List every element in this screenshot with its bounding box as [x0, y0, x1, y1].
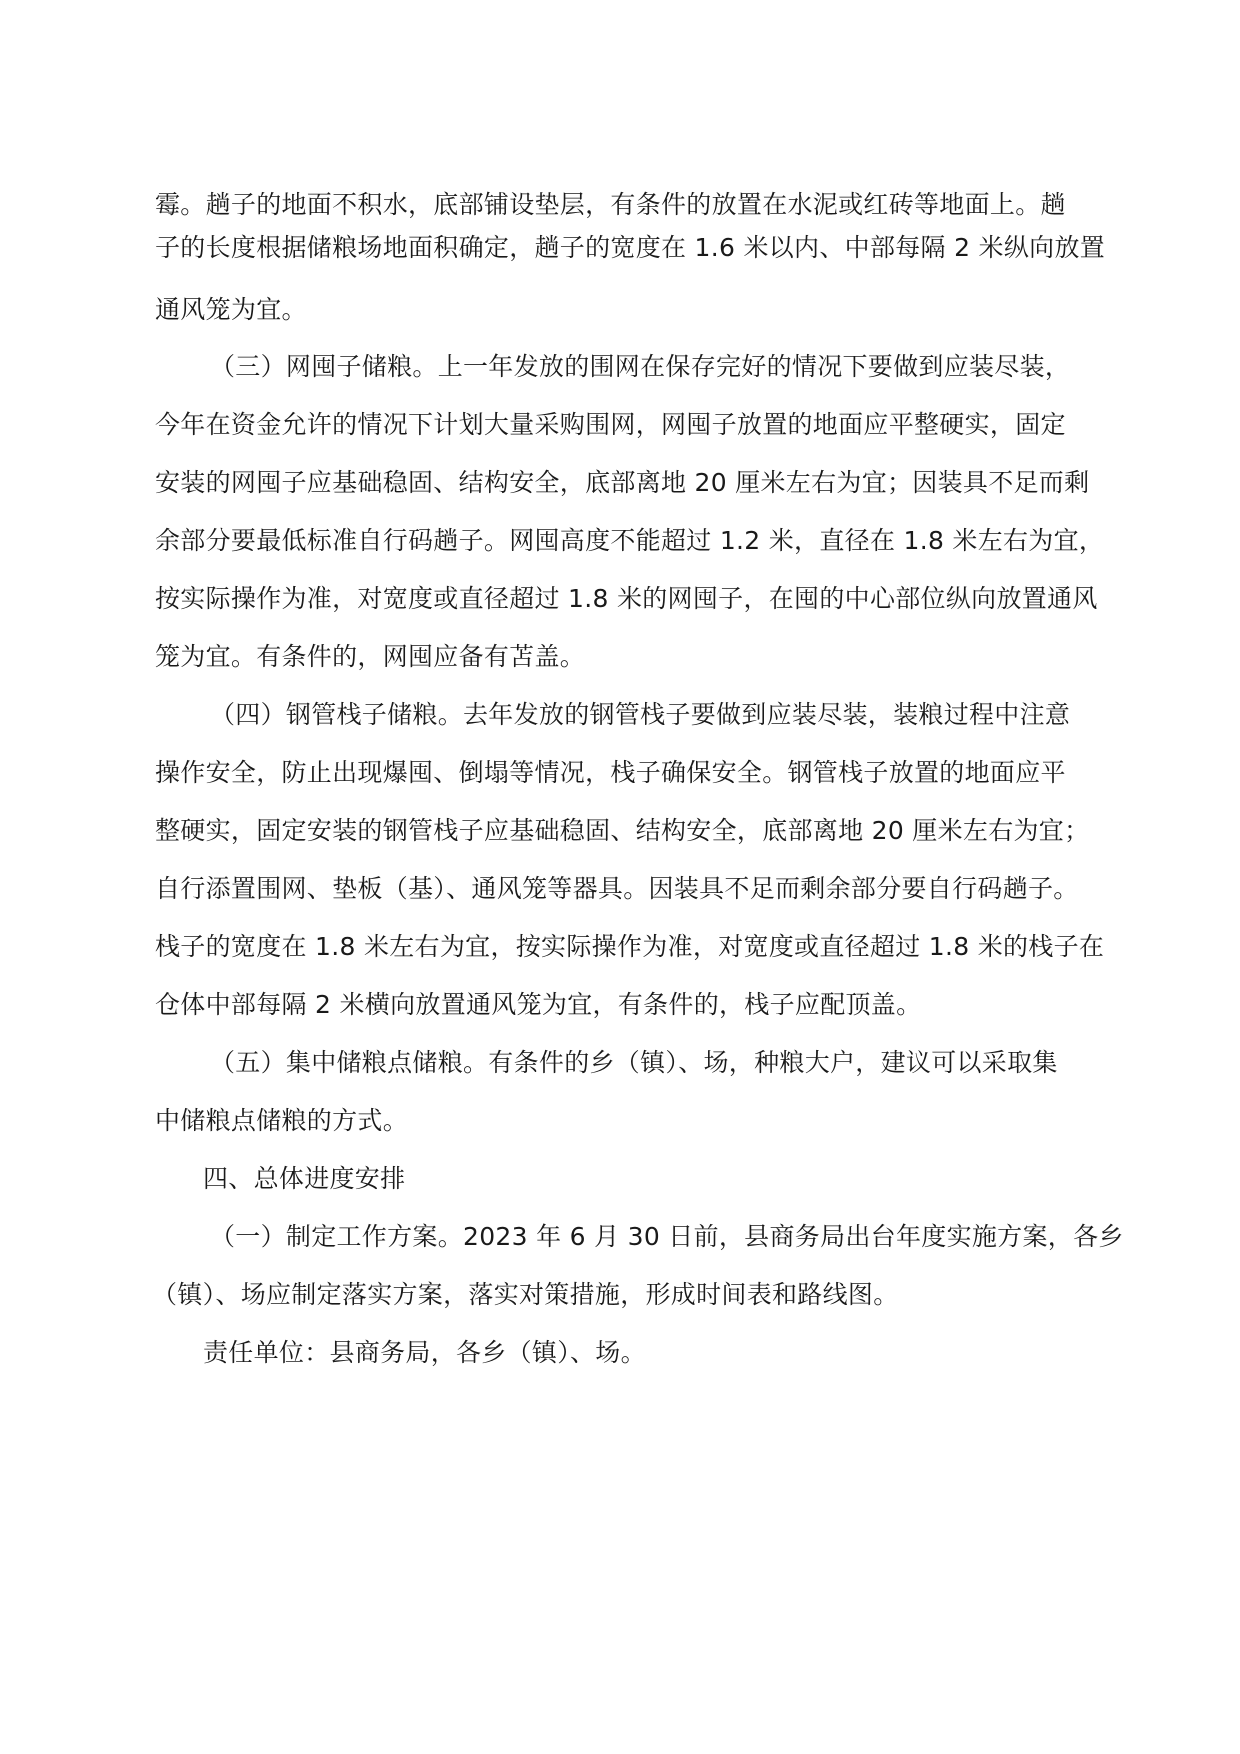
text-line: 安装的网囤子应基础稳固、结构安全，底部离地 20 厘米左右为宜；因装具不足而剩: [155, 468, 1090, 497]
text-line: 栈子的宽度在 1.8 米左右为宜，按实际操作为准，对宽度或直径超过 1.8 米的栈子在: [155, 932, 1105, 961]
section-four-heading-line: （四）钢管栈子储粮。去年发放的钢管栈子要做到应装尽装，装粮过程中注意: [210, 700, 1071, 729]
text-line: 中储粮点储粮的方式。: [155, 1106, 409, 1135]
text-line: 整硬实，固定安装的钢管栈子应基础稳固、结构安全，底部离地 20 厘米左右为宜；: [155, 816, 1090, 845]
text-line: 子的长度根据储粮场地面积确定，趟子的宽度在 1.6 米以内、中部每隔 2 米纵向放置: [155, 233, 1106, 262]
text-line: 今年在资金允许的情况下计划大量采购围网，网囤子放置的地面应平整硬实，固定: [155, 410, 1066, 439]
text-line: 按实际操作为准，对宽度或直径超过 1.8 米的网囤子，在囤的中心部位纵向放置通风: [155, 584, 1098, 613]
text-line: （镇）、场应制定落实方案，落实对策措施，形成时间表和路线图。: [152, 1280, 899, 1309]
chapter-four-heading: 四、总体进度安排: [203, 1164, 406, 1193]
text-line: 余部分要最低标准自行码趟子。网囤高度不能超过 1.2 米，直径在 1.8 米左右为宜，: [155, 526, 1105, 555]
text-line: 通风笼为宜。: [155, 295, 307, 324]
text-line: 仓体中部每隔 2 米横向放置通风笼为宜，有条件的，栈子应配顶盖。: [155, 990, 922, 1019]
subsection-one-heading-line: （一）制定工作方案。2023 年 6 月 30 日前，县商务局出台年度实施方案，各乡: [210, 1222, 1124, 1251]
text-line: 笼为宜。有条件的，网囤应备有苫盖。: [155, 642, 586, 671]
text-line: 自行添置围网、垫板（基）、通风笼等器具。因装具不足而剩余部分要自行码趟子。: [155, 874, 1079, 903]
responsible-unit-line: 责任单位：县商务局，各乡（镇）、场。: [203, 1338, 646, 1367]
section-three-heading-line: （三）网囤子储粮。上一年发放的围网在保存完好的情况下要做到应装尽装，: [210, 352, 1071, 381]
section-five-heading-line: （五）集中储粮点储粮。有条件的乡（镇）、场，种粮大户，建议可以采取集: [210, 1048, 1058, 1077]
text-line: 霉。趟子的地面不积水，底部铺设垫层，有条件的放置在水泥或红砖等地面上。趟: [155, 190, 1066, 219]
text-line: 操作安全，防止出现爆囤、倒塌等情况，栈子确保安全。钢管栈子放置的地面应平: [155, 758, 1066, 787]
